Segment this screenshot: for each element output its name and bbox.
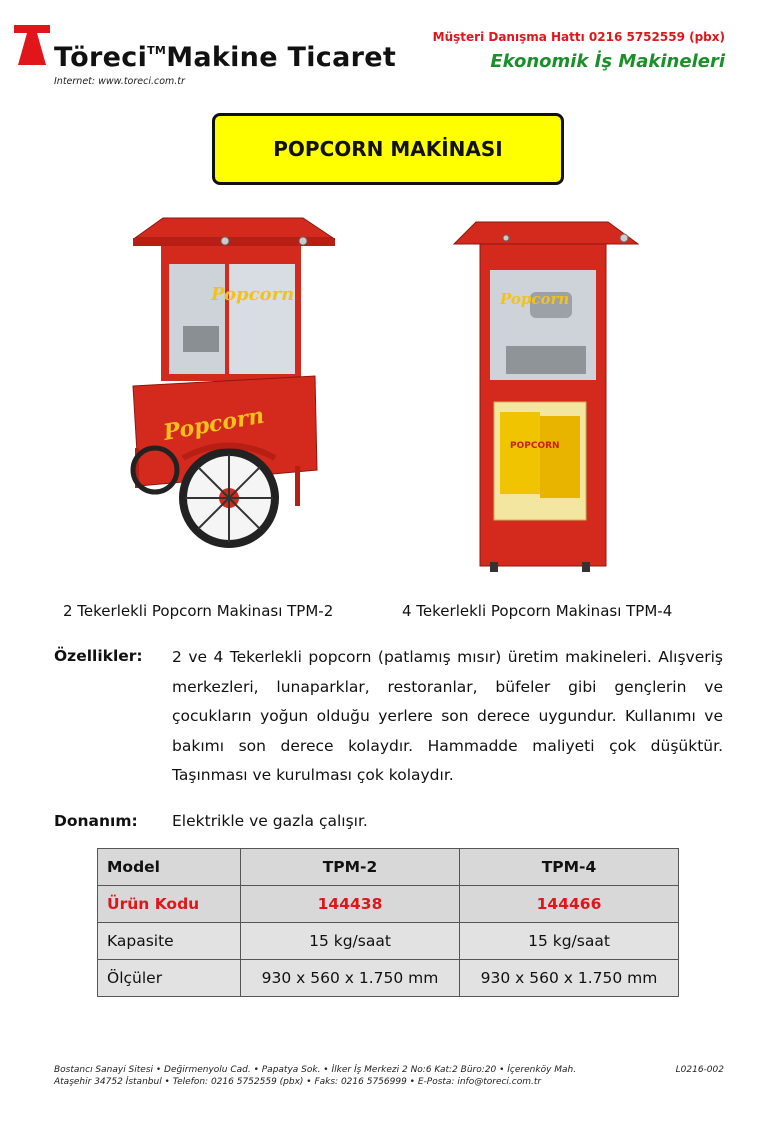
equipment-text: Elektrikle ve gazla çalışır. bbox=[172, 812, 368, 830]
table-row bbox=[98, 886, 679, 923]
table-cell: 144438 bbox=[241, 886, 460, 923]
features-text: 2 ve 4 Tekerlekli popcorn (patlamış mısır) üretim makineleri. Alışveriş merkezleri, lunaparklar, restoranlar, büfeler gibi gençlerin ve çocukların yoğun olduğu yerlere son derece uygundur. Kullanımı ve bakımı son derece kolaydır. Hammadde maliyeti çok düşüktür. Taşınması ve kurulması çok kolaydır. bbox=[172, 648, 723, 784]
brand-name: Töreci™Makine Ticaret bbox=[54, 42, 397, 73]
popcorn-sign-label: Popcorn bbox=[211, 284, 295, 305]
table-row bbox=[98, 923, 679, 960]
table-cell: Ürün Kodu bbox=[98, 886, 241, 923]
footer-address-line-1: Bostancı Sanayi Sitesi • Değirmenyolu Cad. • Papatya Sok. • İlker İş Merkezi 2 No:6 Kat:2 Büro:20 • İçerenköy Mah. bbox=[54, 1065, 577, 1075]
popcorn-base-label: Popcorn bbox=[161, 402, 267, 446]
spec-table bbox=[97, 848, 679, 997]
popcorn-sign-label: Popcorn bbox=[500, 290, 570, 308]
table-cell: Kapasite bbox=[98, 923, 241, 960]
tpm-4-caption: 4 Tekerlekli Popcorn Makinası TPM-4 bbox=[402, 602, 673, 620]
toreci-logo-icon bbox=[14, 25, 50, 65]
table-header-row bbox=[98, 849, 679, 886]
table-cell: 144466 bbox=[460, 886, 679, 923]
table-row bbox=[98, 960, 679, 997]
website-text: Internet: www.toreci.com.tr bbox=[54, 76, 185, 87]
tagline-text: Ekonomik İş Makineleri bbox=[490, 51, 725, 72]
equipment-label: Donanım: bbox=[54, 812, 138, 830]
popcorn-panel-label: POPCORN bbox=[510, 441, 560, 451]
page-title: POPCORN MAKİNASI bbox=[212, 113, 564, 185]
table-header-cell: TPM-2 bbox=[241, 849, 460, 886]
table-header-cell: TPM-4 bbox=[460, 849, 679, 886]
table-cell: 930 x 560 x 1.750 mm bbox=[460, 960, 679, 997]
footer bbox=[54, 1064, 724, 1088]
tpm-4-machine-image bbox=[448, 218, 640, 574]
tpm-2-caption: 2 Tekerlekli Popcorn Makinası TPM-2 bbox=[63, 602, 334, 620]
features-label: Özellikler: bbox=[54, 647, 143, 665]
table-cell: 15 kg/saat bbox=[241, 923, 460, 960]
table-cell: Ölçüler bbox=[98, 960, 241, 997]
table-cell: 930 x 560 x 1.750 mm bbox=[241, 960, 460, 997]
document-code: L0216-002 bbox=[675, 1065, 724, 1075]
hotline-text: Müşteri Danışma Hattı 0216 5752559 (pbx) bbox=[432, 30, 725, 44]
table-header-cell: Model bbox=[98, 849, 241, 886]
footer-address-line-2: Ataşehir 34752 İstanbul • Telefon: 0216 5752559 (pbx) • Faks: 0216 5756999 • E-Posta: info@toreci.com.tr bbox=[54, 1077, 542, 1087]
tpm-2-machine-image bbox=[125, 208, 335, 558]
table-cell: 15 kg/saat bbox=[460, 923, 679, 960]
